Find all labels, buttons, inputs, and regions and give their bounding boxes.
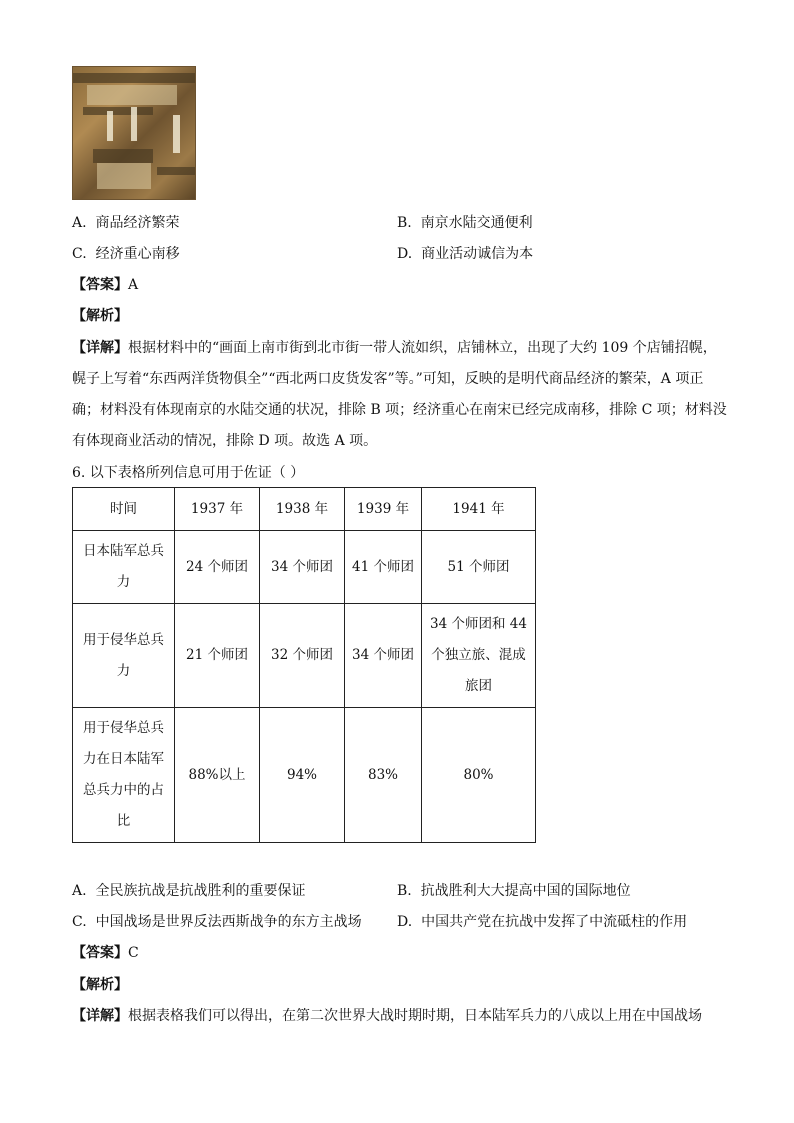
table-cell: 32 个师团 xyxy=(260,604,345,708)
table-cell: 94% xyxy=(260,708,345,843)
q5-detail-line: 有体现商业活动的情况，排除 D 项。故选 A 项。 xyxy=(72,433,378,449)
q6-table xyxy=(72,487,536,843)
table-cell: 88%以上 xyxy=(175,708,260,843)
q5-option-c: C. 经济重心南移 xyxy=(72,246,180,262)
table-header-cell: 1937 年 xyxy=(175,488,260,531)
q5-detail-line: 确；材料没有体现南京的水陆交通的状况，排除 B 项；经济重心在南宋已经完成南移，排除 C 项；材料没 xyxy=(72,402,727,418)
q6-option-d: D. 中国共产党在抗战中发挥了中流砥柱的作用 xyxy=(397,914,688,930)
q5-answer: 【答案】A xyxy=(72,277,139,293)
table-cell: 24 个师团 xyxy=(175,531,260,604)
table-header-cell: 1938 年 xyxy=(260,488,345,531)
q5-detail-line: 幌子上写着“东西两洋货物俱全”“西北两口皮货发客”等。”可知，反映的是明代商品经济的繁荣，A 项正 xyxy=(72,371,704,387)
table-row-label: 日本陆军总兵力 xyxy=(73,531,175,604)
table-row xyxy=(73,604,536,708)
q6-option-a: A. 全民族抗战是抗战胜利的重要保证 xyxy=(72,883,306,899)
q6-detail-line: 【详解】根据表格我们可以得出，在第二次世界大战时期时期，日本陆军兵力的八成以上用在中国战场 xyxy=(72,1008,702,1024)
table-row xyxy=(73,531,536,604)
q6-option-c: C. 中国战场是世界反法西斯战争的东方主战场 xyxy=(72,914,362,930)
q5-analysis-label: 【解析】 xyxy=(72,308,128,324)
q6-analysis-label: 【解析】 xyxy=(72,977,128,993)
q5-option-a: A. 商品经济繁荣 xyxy=(72,215,180,231)
table-cell: 34 个师团和 44 个独立旅、混成旅团 xyxy=(422,604,536,708)
table-row xyxy=(73,708,536,843)
table-cell: 83% xyxy=(345,708,422,843)
q5-option-b: B. 南京水陆交通便利 xyxy=(397,215,533,231)
q6-stem: 6. 以下表格所列信息可用于佐证（ ） xyxy=(72,465,305,481)
table-header-cell: 1941 年 xyxy=(422,488,536,531)
table-cell: 41 个师团 xyxy=(345,531,422,604)
table-cell: 34 个师团 xyxy=(345,604,422,708)
table-cell: 21 个师团 xyxy=(175,604,260,708)
table-header-cell: 1939 年 xyxy=(345,488,422,531)
market-painting-image xyxy=(72,66,196,200)
table-row-label: 用于侵华总兵力 xyxy=(73,604,175,708)
table-cell: 51 个师团 xyxy=(422,531,536,604)
table-cell: 80% xyxy=(422,708,536,843)
q6-option-b: B. 抗战胜利大大提高中国的国际地位 xyxy=(397,883,631,899)
table-header-cell: 时间 xyxy=(73,488,175,531)
table-row-label: 用于侵华总兵力在日本陆军总兵力中的占比 xyxy=(73,708,175,843)
table-header-row xyxy=(73,488,536,531)
q5-option-d: D. 商业活动诚信为本 xyxy=(397,246,534,262)
q6-answer: 【答案】C xyxy=(72,945,139,961)
table-cell: 34 个师团 xyxy=(260,531,345,604)
q5-detail-line: 【详解】根据材料中的“画面上南市街到北市街一带人流如织，店铺林立，出现了大约 109 个店铺招幌， xyxy=(72,340,717,356)
